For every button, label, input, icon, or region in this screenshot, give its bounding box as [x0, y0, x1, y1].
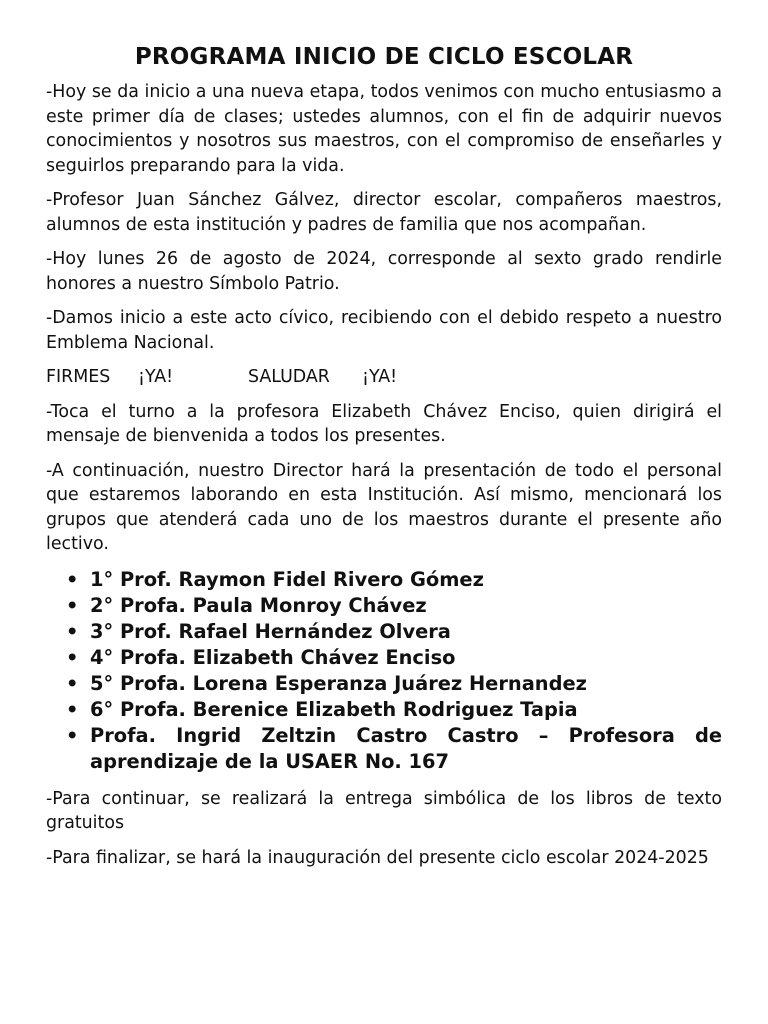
list-item: [66, 567, 722, 593]
paragraph-civic-act: -Damos inicio a este acto cívico, recibiendo con el debido respeto a nuestro Emblema Nacional.: [46, 308, 722, 353]
paragraph-opening: -Hoy se da inicio a una nueva etapa, todos venimos con mucho entusiasmo a este primer día de clases; ustedes alumnos, con el fin de adquirir nuevos conocimientos y nosotros sus maestros, con el compromiso de enseñarles y seguirlos preparando para la vida.: [46, 82, 722, 176]
teacher-name: 2° Profa. Paula Monroy Chávez: [90, 593, 427, 617]
paragraph-staff-presentation: -A continuación, nuestro Director hará la presentación de todo el personal que estaremos laborando en esta Institución. Así mismo, mencionará los grupos que atenderá cada uno de los maestros durante el presente año lectivo.: [46, 460, 722, 554]
teacher-name: 1° Prof. Raymon Fidel Rivero Gómez: [90, 567, 484, 591]
command-saludar: SALUDAR: [248, 367, 330, 387]
teacher-name: Profa. Ingrid Zeltzin Castro Castro – Profesora de aprendizaje de la USAER No. 167: [90, 723, 722, 773]
teacher-list: [46, 567, 722, 775]
paragraph-welcome: -Toca el turno a la profesora Elizabeth Chávez Enciso, quien dirigirá el mensaje de bienvenida a todos los presentes.: [46, 401, 722, 446]
command-ya-1: ¡YA!: [138, 367, 174, 387]
list-item: [66, 671, 722, 697]
paragraph-honores: -Hoy lunes 26 de agosto de 2024, corresponde al sexto grado rendirle honores a nuestro Símbolo Patrio.: [46, 249, 722, 294]
command-firmes: FIRMES: [46, 367, 111, 387]
bullet-icon: •: [66, 697, 79, 721]
command-ya-2: ¡YA!: [362, 367, 398, 387]
ceremony-commands: [46, 365, 722, 390]
bullet-icon: •: [66, 619, 79, 643]
list-item: [66, 697, 722, 723]
bullet-icon: •: [66, 593, 79, 617]
teacher-name: 6° Profa. Berenice Elizabeth Rodriguez Tapia: [90, 697, 578, 721]
paragraph-inauguration: -Para finalizar, se hará la inauguración del presente ciclo escolar 2024-2025: [46, 847, 709, 868]
list-item: [66, 723, 722, 775]
bullet-icon: •: [66, 723, 79, 747]
bullet-icon: •: [66, 645, 79, 669]
teacher-name: 3° Prof. Rafael Hernández Olvera: [90, 619, 451, 643]
list-item: [66, 619, 722, 645]
paragraph-textbooks: -Para continuar, se realizará la entrega simbólica de los libros de texto gratuitos: [46, 788, 722, 833]
list-item: [66, 593, 722, 619]
bullet-icon: •: [66, 671, 79, 695]
teacher-name: 5° Profa. Lorena Esperanza Juárez Hernandez: [90, 671, 587, 695]
list-item: [66, 645, 722, 671]
paragraph-greeting: -Profesor Juan Sánchez Gálvez, director escolar, compañeros maestros, alumnos de esta institución y padres de familia que nos acompañan.: [46, 190, 722, 235]
bullet-icon: •: [66, 567, 79, 591]
teacher-name: 4° Profa. Elizabeth Chávez Enciso: [90, 645, 456, 669]
document-title: PROGRAMA INICIO DE CICLO ESCOLAR: [134, 44, 634, 70]
